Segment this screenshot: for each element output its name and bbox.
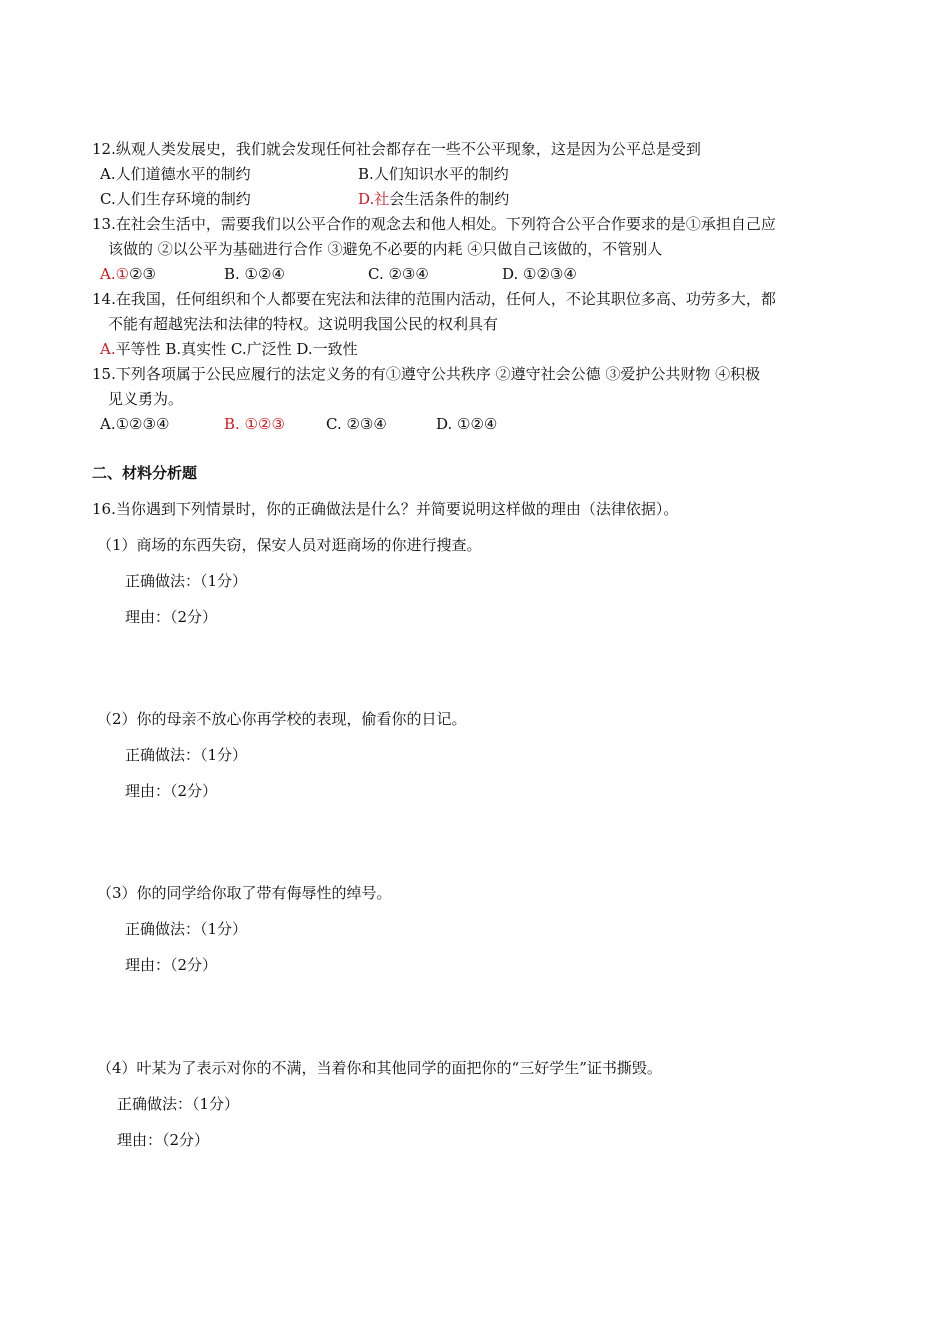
section-title: 二、材料分析题 [92, 464, 198, 482]
q16-scenario-1: （1）商场的东西失窃，保安人员对逛商场的你进行搜查。 [97, 536, 482, 554]
q14-stem-line2: 不能有超越宪法和法律的特权。这说明我国公民的权利具有 [108, 315, 499, 333]
q12-option-b: B.人们知识水平的制约 [358, 165, 509, 183]
q16-scenario-2: （2）你的母亲不放心你再学校的表现，偷看你的日记。 [97, 710, 467, 728]
q12-option-c: C.人们生存环境的制约 [100, 190, 251, 208]
q16-scenario-3: （3）你的同学给你取了带有侮辱性的绰号。 [97, 884, 392, 902]
q14-answer-mark: A. [100, 340, 116, 358]
q16-scenario-4: （4）叶某为了表示对你的不满，当着你和其他同学的面把你的“三好学生”证书撕毁。 [97, 1059, 662, 1077]
q12-option-d-text: 会生活条件的制约 [389, 190, 510, 208]
q16-answer-label-4: 正确做法：（1分） [117, 1095, 240, 1113]
q13-stem-line2: 该做的 ②以公平为基础进行合作 ③避免不必要的内耗 ④只做自己该做的，不管别人 [108, 240, 663, 258]
q16-reason-label-4: 理由：（2分） [117, 1131, 210, 1149]
q15-option-d: D. ①②④ [436, 415, 498, 433]
q13-option-a [100, 264, 156, 284]
q14-stem-line1: 14.在我国，任何组织和个人都要在宪法和法律的范围内活动，任何人，不论其职位多高、功劳多大，都 [92, 290, 776, 308]
q12-option-a: A.人们道德水平的制约 [100, 165, 251, 183]
q13-option-b: B. ①②④ [224, 265, 285, 283]
q15-option-c: C. ②③④ [326, 415, 387, 433]
q16-reason-label-1: 理由：（2分） [125, 608, 218, 626]
q12-option-d [358, 189, 509, 209]
q13-option-d: D. ①②③④ [502, 265, 577, 283]
q16-answer-label-2: 正确做法：（1分） [125, 746, 248, 764]
q13-answer-mark: A.① [100, 265, 130, 283]
q14-options [100, 339, 358, 359]
q15-option-a: A.①②③④ [100, 415, 170, 433]
q12-answer-mark: D.社 [358, 190, 390, 208]
q14-options-text: 平等性 B.真实性 C.广泛性 D.一致性 [115, 340, 358, 358]
q16-answer-label-1: 正确做法：（1分） [125, 572, 248, 590]
q16-reason-label-3: 理由：（2分） [125, 956, 218, 974]
q13-stem-line1: 13.在社会生活中，需要我们以公平合作的观念去和他人相处。下列符合公平合作要求的是①承担自己应 [92, 215, 776, 233]
q16-reason-label-2: 理由：（2分） [125, 782, 218, 800]
q15-option-b: B. ①②③ [224, 415, 285, 433]
q16-answer-label-3: 正确做法：（1分） [125, 920, 248, 938]
q12-stem: 12.纵观人类发展史，我们就会发现任何社会都存在一些不公平现象，这是因为公平总是受到 [92, 140, 701, 158]
q16-stem: 16.当你遇到下列情景时，你的正确做法是什么？并简要说明这样做的理由（法律依据）。 [92, 500, 679, 518]
q15-stem-line1: 15.下列各项属于公民应履行的法定义务的有①遵守公共秩序 ②遵守社会公德 ③爱护公共财物 ④积极 [92, 365, 761, 383]
q15-stem-line2: 见义勇为。 [108, 390, 184, 408]
q13-option-c: C. ②③④ [368, 265, 429, 283]
q13-option-a-text: ②③ [129, 265, 156, 283]
